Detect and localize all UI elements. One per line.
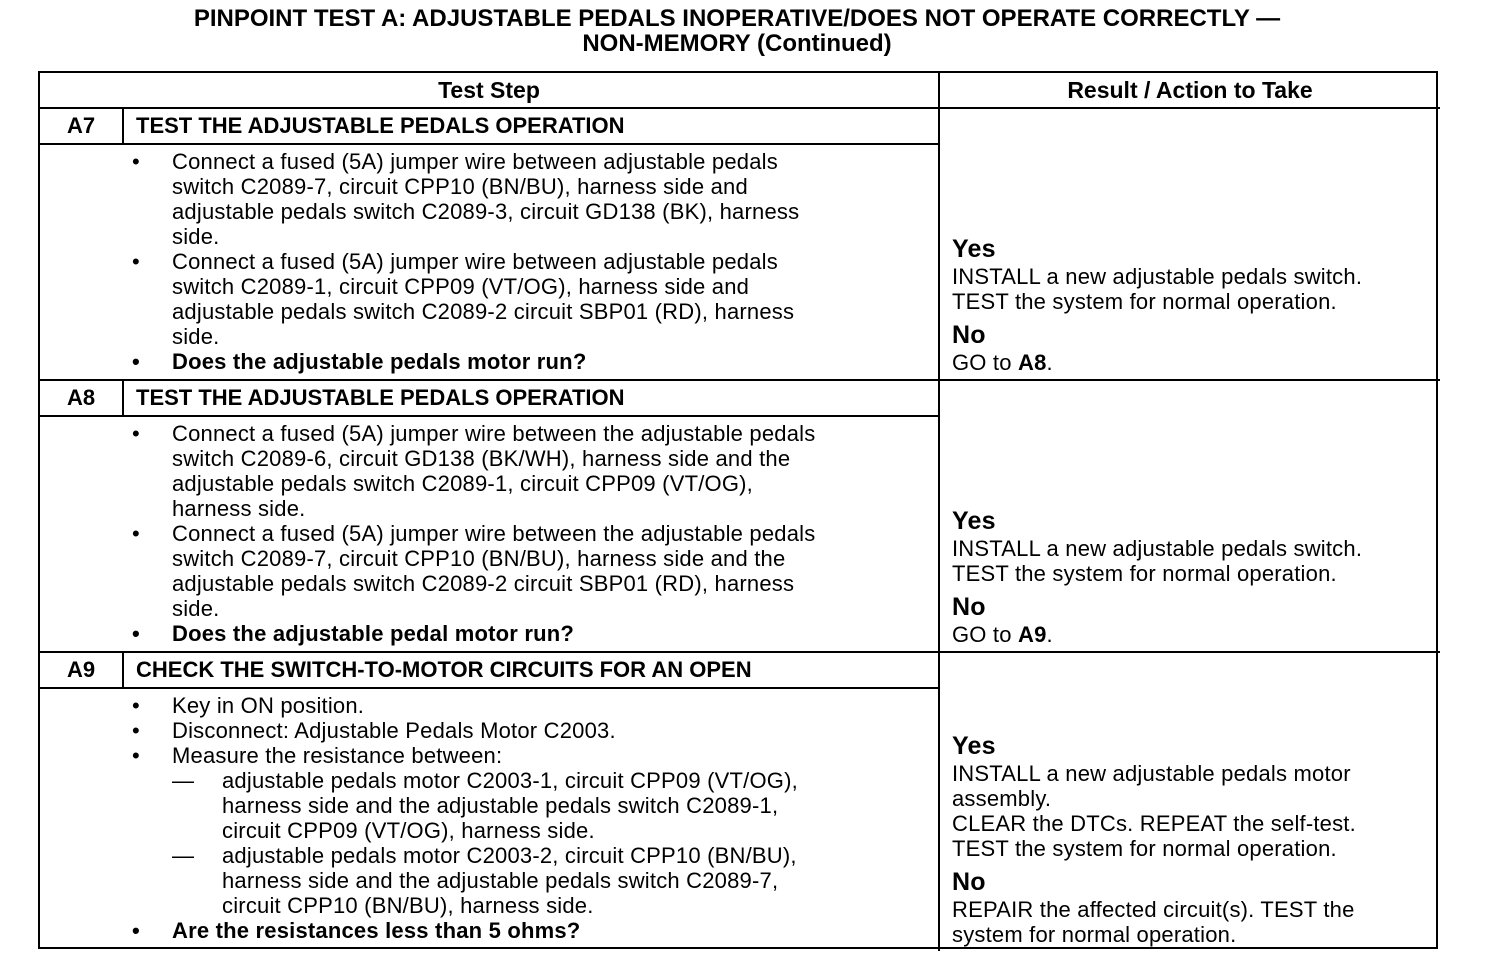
no-action-line: REPAIR the affected circuit(s). TEST the — [952, 897, 1355, 922]
no-action: GO to A8. — [952, 350, 1053, 375]
no-label: No — [952, 868, 986, 896]
bullet-icon: • — [132, 349, 140, 374]
list-item: • Connect a fused (5A) jumper wire between adjustable pedals switch C2089-1, circuit CPP09 (VT/OG), harness side and adjustable pedals switch C2089-2 circuit SBP01 (RD), harness side. — [132, 249, 795, 349]
result-a7 — [940, 109, 1440, 381]
bullet-icon: • — [132, 693, 140, 718]
no-label: No — [952, 321, 986, 349]
bullet-icon: • — [132, 718, 140, 743]
yes-action-line: INSTALL a new adjustable pedals switch. — [952, 264, 1363, 289]
result-a9 — [940, 653, 1440, 951]
list-item: • Connect a fused (5A) jumper wire between adjustable pedals switch C2089-7, circuit CPP10 (BN/BU), harness side and adjustable pedals switch C2089-3, circuit GD138 (BK), harness side. — [132, 149, 800, 249]
dash-icon: — — [172, 768, 195, 793]
yes-action-line: CLEAR the DTCs. REPEAT the self-test. — [952, 811, 1356, 836]
yes-action-line: INSTALL a new adjustable pedals motor — [952, 761, 1351, 786]
step-id-a8: A8 — [40, 381, 124, 417]
step-title-a7: TEST THE ADJUSTABLE PEDALS OPERATION — [124, 109, 940, 145]
step-body-a7 — [40, 145, 940, 381]
title-line-2: NON-MEMORY (Continued) — [582, 30, 892, 57]
step-id-a9: A9 — [40, 653, 124, 689]
yes-action-line: TEST the system for normal operation. — [952, 561, 1337, 586]
yes-action-line: INSTALL a new adjustable pedals switch. — [952, 536, 1363, 561]
sub-list-item: — adjustable pedals motor C2003-1, circuit CPP09 (VT/OG), harness side and the adjustable pedals switch C2089-1, circuit CPP09 (VT/OG), harness side. — [172, 768, 798, 843]
header-test-step: Test Step — [40, 73, 940, 109]
yes-action-line: TEST the system for normal operation. — [952, 289, 1337, 314]
bullet-icon: • — [132, 249, 140, 274]
bullet-icon: • — [132, 743, 140, 768]
list-item: • Connect a fused (5A) jumper wire between the adjustable pedals switch C2089-7, circuit CPP10 (BN/BU), harness side and the adjustable pedals switch C2089-2 circuit SBP01 (RD), harness side. — [132, 521, 816, 621]
dash-icon: — — [172, 843, 195, 868]
step-body-a9 — [40, 689, 940, 951]
pinpoint-test-table — [38, 71, 1438, 949]
bullet-icon: • — [132, 521, 140, 546]
yes-label: Yes — [952, 235, 996, 263]
bullet-icon: • — [132, 621, 140, 646]
list-item: • Connect a fused (5A) jumper wire between the adjustable pedals switch C2089-6, circuit GD138 (BK/WH), harness side and the adjustable pedals switch C2089-1, circuit CPP09 (VT/OG), harness side. — [132, 421, 816, 521]
step-title-a8: TEST THE ADJUSTABLE PEDALS OPERATION — [124, 381, 940, 417]
step-question: • Are the resistances less than 5 ohms? — [132, 918, 581, 943]
sub-list-item: — adjustable pedals motor C2003-2, circuit CPP10 (BN/BU), harness side and the adjustable pedals switch C2089-7, circuit CPP10 (BN/BU), harness side. — [172, 843, 797, 918]
no-action: GO to A9. — [952, 622, 1053, 647]
list-item: • Measure the resistance between: — adjustable pedals motor C2003-1, circuit CPP09 (VT/OG), harness side and the adjustable pedals switch C2089-1, circuit CPP09 (VT/OG), harness side. — adjustable pedals motor C2003-2, circuit CPP10 (BN/BU), harness side and the adjustable pedals switch C2089-7, circuit CPP10 (BN/BU), harness side. — [132, 743, 938, 918]
title-line-1: PINPOINT TEST A: ADJUSTABLE PEDALS INOPERATIVE/DOES NOT OPERATE CORRECTLY — — [193, 5, 1281, 32]
bullet-icon: • — [132, 149, 140, 174]
result-a8 — [940, 381, 1440, 653]
step-question: • Does the adjustable pedals motor run? — [132, 349, 587, 374]
page-title — [0, 6, 1474, 56]
step-question: • Does the adjustable pedal motor run? — [132, 621, 575, 646]
yes-label: Yes — [952, 732, 996, 760]
goto-step-link: A9 — [1018, 622, 1047, 647]
step-id-a7: A7 — [40, 109, 124, 145]
no-label: No — [952, 593, 986, 621]
step-body-a8 — [40, 417, 940, 653]
yes-label: Yes — [952, 507, 996, 535]
list-item: • Disconnect: Adjustable Pedals Motor C2003. — [132, 718, 616, 743]
bullet-icon: • — [132, 421, 140, 446]
bullet-icon: • — [132, 918, 140, 943]
goto-step-link: A8 — [1018, 350, 1047, 375]
header-result: Result / Action to Take — [940, 73, 1440, 109]
no-action-line: system for normal operation. — [952, 922, 1237, 947]
list-item: • Key in ON position. — [132, 693, 365, 718]
yes-action-line: assembly. — [952, 786, 1052, 811]
yes-action-line: TEST the system for normal operation. — [952, 836, 1337, 861]
step-title-a9: CHECK THE SWITCH-TO-MOTOR CIRCUITS FOR AN OPEN — [124, 653, 940, 689]
